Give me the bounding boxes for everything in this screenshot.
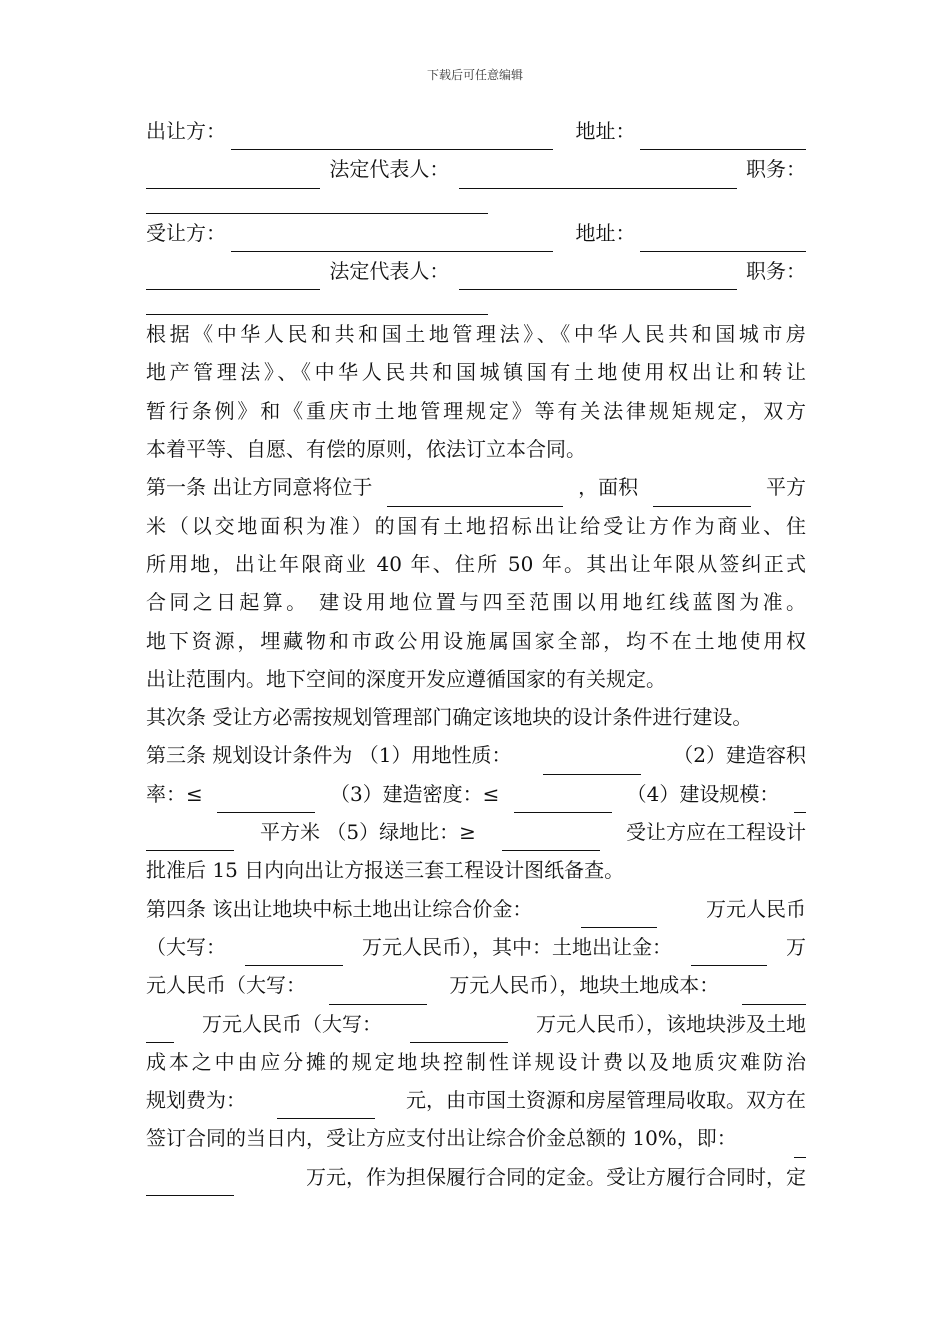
art1-text-b: ，面积 xyxy=(578,475,639,500)
art3-scale-blank-start[interactable] xyxy=(794,788,806,813)
art4-text-g: 万元人民币），地块土地成本： xyxy=(449,973,720,998)
art4-planning-fee-blank[interactable] xyxy=(277,1094,375,1119)
art4-total-price-capital-blank[interactable] xyxy=(245,941,343,966)
art2-line-1: 其次条 受让方必需按规划管理部门确定该地块的设计条件进行建设。 xyxy=(146,705,753,730)
transferor-rep-row xyxy=(146,150,806,188)
transferor-address-blank-cont[interactable] xyxy=(146,164,320,189)
transferee-address-blank-cont[interactable] xyxy=(146,265,320,290)
art3-text-a: 第三条 规划设计条件为 （1）用地性质： xyxy=(146,743,512,768)
art3-density-blank[interactable] xyxy=(514,788,612,813)
art4-text-e: 万 xyxy=(786,934,806,959)
art3-text-e: （4）建设规模： xyxy=(626,781,780,806)
art1-area-blank[interactable] xyxy=(653,482,751,507)
art1-location-blank[interactable] xyxy=(387,482,563,507)
transferor-legal-rep-blank[interactable] xyxy=(459,164,737,189)
transferee-position-label: 职务： xyxy=(745,258,806,283)
art4-total-price-blank[interactable] xyxy=(581,903,657,928)
transferor-label: 出让方： xyxy=(146,119,226,143)
header-note: 下载后可任意编辑 xyxy=(426,68,523,82)
transferee-rep-row xyxy=(146,252,806,290)
art3-text-c: 率：≤ xyxy=(146,781,203,806)
transferee-legal-rep-label: 法定代表人： xyxy=(329,258,450,283)
art4-line-8 xyxy=(146,1158,806,1196)
art3-land-use-blank[interactable] xyxy=(543,750,641,775)
art3-text-b: （2）建造容积 xyxy=(673,743,806,768)
transferee-position-row xyxy=(146,290,806,315)
transferor-name-blank[interactable] xyxy=(231,125,553,150)
art4-text-b: 万元人民币 xyxy=(705,896,806,921)
transferee-position-blank[interactable] xyxy=(146,290,488,315)
art4-line-2 xyxy=(146,928,806,966)
art3-line-1 xyxy=(146,736,806,774)
intro-line-3: 暂行条例》和《重庆市土地管理规定》等有关法律规矩规定，双方 xyxy=(146,398,806,423)
art3-text-d: （3）建造密度：≤ xyxy=(329,781,500,806)
art4-land-cost-blank-start[interactable] xyxy=(742,980,806,1005)
art1-text-c: 平方 xyxy=(765,475,806,500)
transferee-name-blank[interactable] xyxy=(231,227,553,252)
transferor-legal-rep-label: 法定代表人： xyxy=(329,157,450,182)
art4-text-j: 规划费为： xyxy=(146,1088,246,1113)
transferee-address-blank[interactable] xyxy=(640,227,806,252)
art4-text-c: （大写： xyxy=(146,934,226,959)
art4-grant-fee-blank[interactable] xyxy=(691,941,767,966)
art4-text-f: 元人民币（大写： xyxy=(146,973,306,998)
transferor-position-row xyxy=(146,189,806,214)
art1-line-2: 米（以交地面积为准）的国有土地招标出让给受让方作为商业、住 xyxy=(146,513,806,538)
art3-scale-blank[interactable] xyxy=(146,826,234,851)
transferor-position-label: 职务： xyxy=(745,157,806,182)
transferor-address-label: 地址： xyxy=(575,119,636,143)
transferor-position-blank[interactable] xyxy=(146,189,488,214)
art3-line-4: 批准后 15 日内向出让方报送三套工程设计图纸备查。 xyxy=(146,858,625,883)
transferee-address-label: 地址： xyxy=(575,220,636,245)
art4-text-d: 万元人民币），其中：土地出让金： xyxy=(362,934,672,959)
art4-line-6 xyxy=(146,1081,806,1119)
art4-text-a: 第四条 该出让地块中标土地出让综合价金： xyxy=(146,896,533,921)
transferee-label: 受让方： xyxy=(146,220,226,245)
art1-text-a: 第一条 出让方同意将位于 xyxy=(146,475,373,500)
art3-text-g: 受让方应在工程设计 xyxy=(625,820,806,845)
art4-text-i: 万元人民币），该地块涉及土地 xyxy=(536,1011,806,1036)
art4-line-1 xyxy=(146,890,806,928)
art1-line-4: 合同之日起算。 建设用地位置与四至范围以用地红线蓝图为准。 xyxy=(146,590,806,615)
contract-body xyxy=(146,112,806,1196)
art4-deposit-blank-start[interactable] xyxy=(794,1133,806,1158)
art1-line-1 xyxy=(146,468,806,506)
transferor-address-blank[interactable] xyxy=(640,125,806,150)
art4-text-h: 万元人民币（大写： xyxy=(202,1011,382,1036)
art1-line-3: 所用地，出让年限商业 40 年、住所 50 年。其出让年限从签纠正式 xyxy=(146,551,806,576)
art4-land-cost-blank[interactable] xyxy=(146,1018,174,1043)
art3-far-blank[interactable] xyxy=(217,788,315,813)
art4-grant-fee-capital-blank[interactable] xyxy=(329,980,427,1005)
art1-line-5: 地下资源，埋藏物和市政公用设施属国家全部，均不在土地使用权 xyxy=(146,628,806,653)
transferor-row xyxy=(146,112,806,150)
art4-deposit-blank[interactable] xyxy=(146,1171,234,1196)
transferee-row xyxy=(146,214,806,252)
art4-line-4 xyxy=(146,1005,806,1043)
art4-text-l: 签订合同的当日内，受让方应支付出让综合价金总额的 10%，即： xyxy=(146,1126,737,1151)
transferee-legal-rep-blank[interactable] xyxy=(459,265,737,290)
art3-text-f: 平方米 （5）绿地比：≥ xyxy=(260,820,476,845)
art4-line-5: 成本之中由应分摊的规定地块控制性详规设计费以及地质灾难防治 xyxy=(146,1049,806,1074)
art3-green-blank[interactable] xyxy=(502,826,600,851)
art4-line-3 xyxy=(146,966,806,1004)
art4-text-m: 万元，作为担保履行合同的定金。受让方履行合同时，定 xyxy=(306,1164,806,1189)
art3-line-2 xyxy=(146,775,806,813)
art3-line-3 xyxy=(146,813,806,851)
art4-line-7 xyxy=(146,1119,806,1157)
intro-line-1: 根据《中华人民和共和国土地管理法》、《中华人民共和国城市房 xyxy=(146,322,806,347)
art4-text-k: 元，由市国土资源和房屋管理局收取。双方在 xyxy=(406,1088,806,1113)
intro-line-2: 地产管理法》、《中华人民共和国城镇国有土地使用权出让和转让 xyxy=(146,360,806,385)
art4-land-cost-capital-blank[interactable] xyxy=(410,1018,508,1043)
art1-line-6: 出让范围内。地下空间的深度开发应遵循国家的有关规定。 xyxy=(146,666,666,691)
intro-line-4: 本着平等、自愿、有偿的原则，依法订立本合同。 xyxy=(146,437,586,462)
